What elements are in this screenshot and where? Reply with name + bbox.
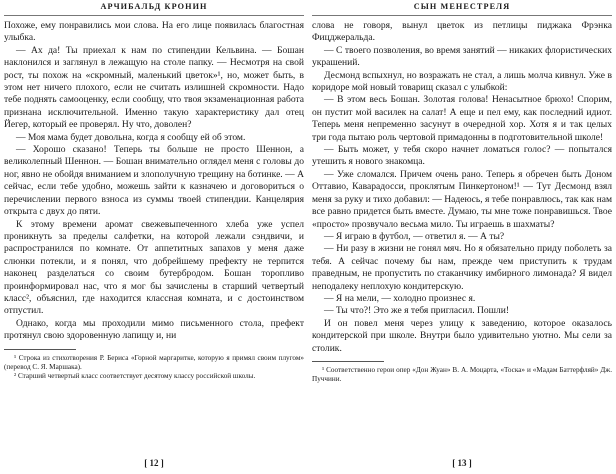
paragraph: — Ах да! Ты приехал к нам по стипендии Кельвина. — Бошан наклонился и заглянул в лежащую на столе папку. — Несмотря на свой рост, ты похож на «скромный, маленький цветок»¹, но, может быть, в этом нет ничего плохого, если не считать излишней скромности. Надо тебе поднять самооценку, если сообщу, что твоя экзаменационная работа признана исключительной. Именно такую характеристику дал отец Йегер, который ее проверял. Ну что, доволен?: [4, 44, 304, 131]
paragraph: слова не говоря, вынул цветок из петлицы пиджака Фрэнка Фицджеральда.: [312, 20, 612, 44]
body-text: [4, 20, 304, 343]
paragraph: — Ты что?! Это же я тебя пригласил. Пошли!: [324, 305, 510, 317]
right-page: [312, 0, 612, 474]
paragraph: И он повел меня через улицу к заведению, которое оказалось кондитерской при школе. Внутри было удивительно уютно. Мы сели за столик.: [312, 317, 612, 354]
paragraph: — Ни разу в жизни не гонял мяч. Но я обязательно приду поболеть за тебя. А сейчас почему бы нам, прежде чем приступить к трудам праведным, не пропустить по стаканчику имбирного лимонада? Я видел неподалеку неплохую кондитерскую.: [312, 243, 612, 292]
footnote-rule: [312, 361, 384, 362]
paragraph: — Хорошо сказано! Теперь ты больше не просто Шеннон, а великолепный Шеннон. — Бошан внимательно оглядел меня с головы до ног, явно не обойдя вниманием и злополучную трещину на ботинке. — А сейчас, если тебе удобно, можешь зайти к казначею и договориться о перечислении первого взноса из суммы твоей стипендии. Канцелярия открыта с двух до пяти.: [4, 144, 304, 218]
footnote-rule: [4, 349, 76, 350]
paragraph: Однако, когда мы проходили мимо письменного стола, префект протянул свою здоровенную лапищу и, ни: [4, 317, 304, 342]
paragraph: — Я играю в футбол, — ответил я. — А ты?: [324, 230, 505, 242]
footnote: ¹ Строка из стихотворения Р. Бериса «Горной маргаритке, которую я примял своим плугом» (перевод С. Я. Маршака).: [4, 353, 304, 371]
paragraph: К этому времени аромат свежевыпеченного хлеба уже успел проникнуть за пределы салфетки, на которой лежали сэндвичи, и распространился по комнате. От аппетитных запахов у меня даже слюнки потекли, и я понял, что добрейшему префекту не терпится наконец разделаться со своим бутербродом. Бошан торопливо проинформировал нас, что я мог бы зачислены в старший четвертый класс², объяснил, где находится классная комната, и с достоинством отпустил.: [4, 218, 304, 317]
paragraph: — Моя мама будет довольна, когда я сообщу ей об этом.: [16, 131, 246, 143]
footnote: ² Старший четвертый класс соответствует десятому классу российской школы.: [14, 371, 256, 380]
footnote: ¹ Соответственно герои опер «Дон Жуан» В. А. Моцарта, «Тоска» и «Мадам Баттерфляй» Дж. Пуччини.: [312, 365, 612, 384]
running-head: СЫН МЕНЕСТРЕЛЯ: [413, 2, 511, 11]
running-head: АРЧИБАЛЬД КРОНИН: [100, 2, 208, 11]
paragraph: — В этом весь Бошан. Золотая голова! Ненасытное брюхо! Спорим, он пустит мой василек на салат! А еще и пел ему, как последний идиот. Теперь меня непременно засунут в очередной хор. Хотя я и так целых три года пытаю роль чертовой примадонны в подготовительной школе!: [312, 94, 612, 143]
paragraph: — Уже сломался. Причем очень рано. Теперь я обречен быть Доном Оттавио, Каварадосси, проклятым Пинкертоном!¹ — Тут Десмонд взял меня за руку и тихо добавил: — Надеюсь, я тебе понравлюсь, так как нам все равно придется быть вместе. Думаю, ты мне тоже понравишься. Твое «просто» прозвучало весьма мило. Ты играешь в шахматы?: [312, 168, 612, 230]
paragraph: Десмонд вспыхнул, но возражать не стал, а лишь молча кивнул. Уже в коридоре мой новый товарищ сказал с улыбкой:: [312, 69, 612, 94]
paragraph: Похоже, ему понравились мои слова. На его лице появилась благостная улыбка.: [4, 20, 304, 44]
paragraph: — Быть может, у тебя скоро начнет ломаться голос? — попытался утешить я нового знакомца.: [312, 144, 612, 168]
paragraph: — Я на мели, — холодно произнес я.: [324, 292, 476, 304]
page-number: [ 13 ]: [452, 458, 472, 468]
left-page: [4, 0, 304, 474]
paragraph: — С твоего позволения, во время занятий — никаких флористических украшений.: [312, 44, 612, 69]
body-text: [312, 20, 612, 355]
page-number: [ 12 ]: [144, 458, 164, 468]
header-rule: [4, 15, 304, 16]
header-rule: [312, 15, 612, 16]
